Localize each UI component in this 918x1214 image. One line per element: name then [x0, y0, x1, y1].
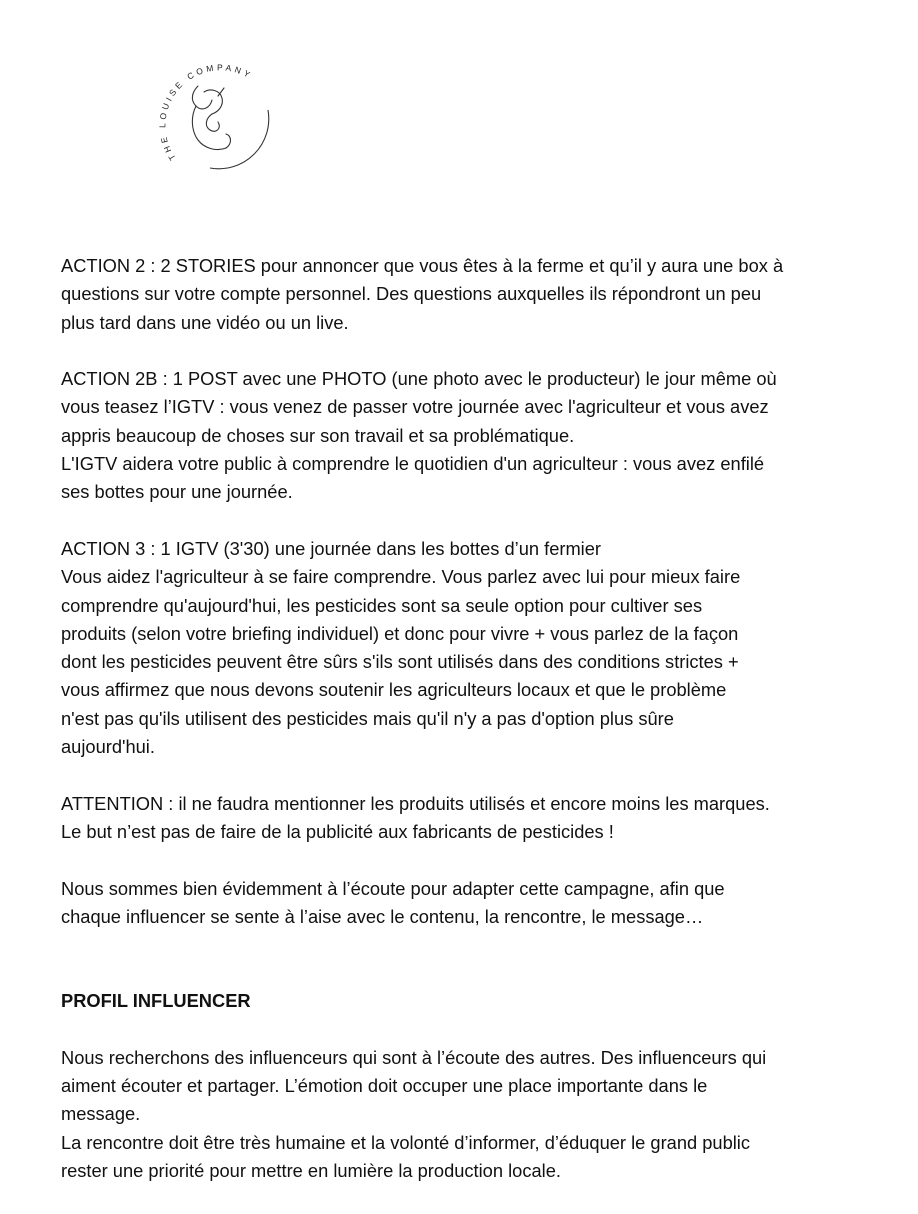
text-line: ses bottes pour une journée.	[61, 481, 293, 503]
paragraph-attention	[61, 790, 881, 847]
text-line: plus tard dans une vidéo ou un live.	[61, 311, 349, 333]
text-line: questions sur votre compte personnel. Des questions auxquelles ils répondront un peu	[61, 283, 762, 305]
text-line: vous affirmez que nous devons soutenir les agriculteurs locaux et que le problème	[61, 679, 727, 701]
text-line: appris beaucoup de choses sur son travail et sa problématique.	[61, 424, 575, 446]
document-body	[61, 252, 881, 1214]
text-line: ACTION 2B : 1 POST avec une PHOTO (une photo avec le producteur) le jour même où	[61, 368, 777, 390]
text-line: aujourd'hui.	[61, 736, 155, 758]
text-line: ACTION 2 : 2 STORIES pour annoncer que vous êtes à la ferme et qu’il y aura une box à	[61, 255, 784, 276]
section-heading-profil-influencer: PROFIL INFLUENCER	[61, 990, 251, 1012]
text-line: ACTION 3 : 1 IGTV (3'30) une journée dans les bottes d’un fermier	[61, 537, 601, 559]
text-line: aiment écouter et partager. L’émotion doit occuper une place importante dans le	[61, 1075, 708, 1097]
text-line: message.	[61, 1103, 141, 1125]
text-line: rester une priorité pour mettre en lumière la production locale.	[61, 1159, 561, 1181]
text-line: comprendre qu'aujourd'hui, les pesticides sont sa seule option pour cultiver ses	[61, 594, 703, 616]
text-line: dont les pesticides peuvent être sûrs s'ils sont utilisés dans des conditions strictes +	[61, 651, 739, 673]
text-line: Nous sommes bien évidemment à l’écoute pour adapter cette campagne, afin que	[61, 877, 725, 899]
text-line: vous teasez l’IGTV : vous venez de passer votre journée avec l'agriculteur et vous avez	[61, 396, 769, 418]
paragraph-profile	[61, 1044, 881, 1185]
paragraph-action-2b	[61, 365, 881, 506]
text-line: Vous aidez l'agriculteur à se faire comprendre. Vous parlez avec lui pour mieux faire	[61, 566, 741, 588]
text-line: produits (selon votre briefing individuel) et donc pour vivre + vous parlez de la façon	[61, 622, 739, 644]
text-line: n'est pas qu'ils utilisent des pesticides mais qu'il n'y a pas d'option plus sûre	[61, 707, 674, 729]
logo-graphic	[140, 48, 280, 188]
logo-circle-arc	[210, 110, 269, 169]
paragraph-campaign-note	[61, 875, 881, 932]
face-line-drawing-icon	[192, 86, 230, 150]
logo-arc-text: THE LOUISE COMPANY	[157, 62, 255, 163]
text-line: Le but n’est pas de faire de la publicité aux fabricants de pesticides !	[61, 820, 614, 842]
text-line: L'IGTV aidera votre public à comprendre le quotidien d'un agriculteur : vous avez enfilé	[61, 453, 765, 475]
text-line: La rencontre doit être très humaine et la volonté d’informer, d’éduquer le grand public	[61, 1131, 751, 1153]
text-line: Nous recherchons des influenceurs qui sont à l’écoute des autres. Des influenceurs qui	[61, 1046, 767, 1068]
text-line: ATTENTION : il ne faudra mentionner les produits utilisés et encore moins les marques.	[61, 792, 770, 814]
company-logo	[140, 48, 280, 188]
text-line: chaque influencer se sente à l’aise avec le contenu, la rencontre, le message…	[61, 905, 704, 927]
paragraph-action-2	[61, 252, 881, 337]
paragraph-action-3	[61, 535, 881, 761]
